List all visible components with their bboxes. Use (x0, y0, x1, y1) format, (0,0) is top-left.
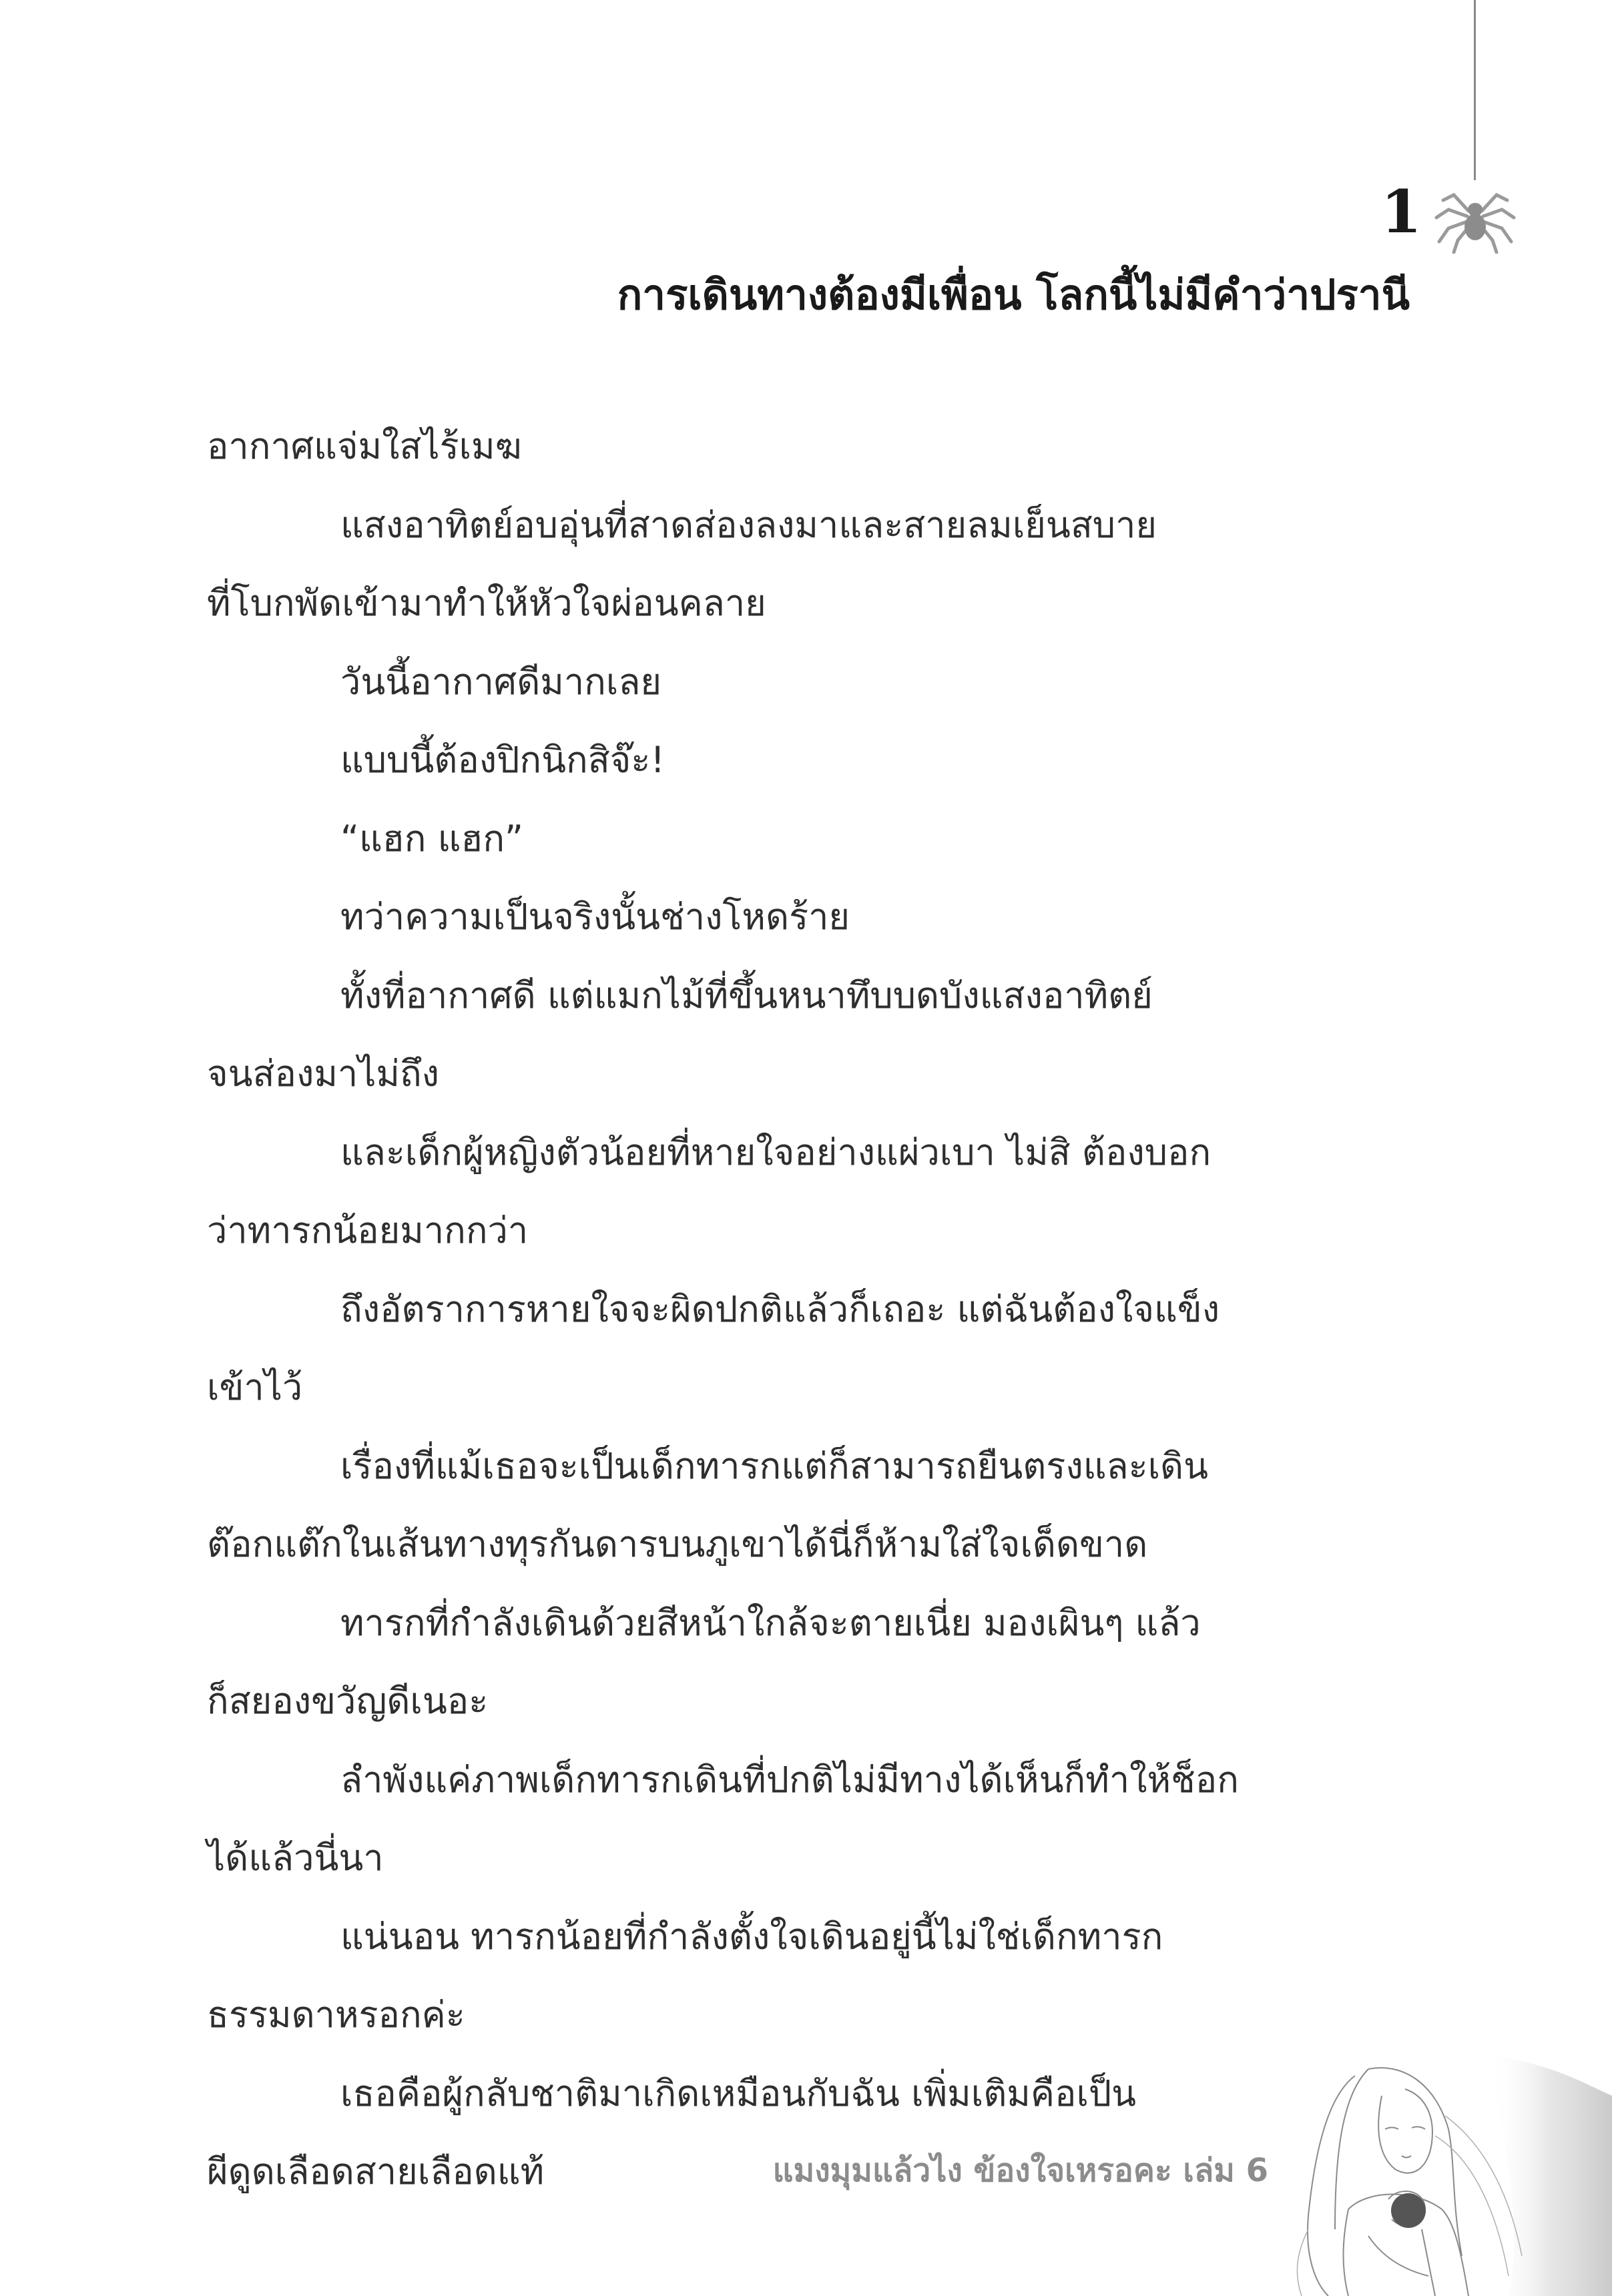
body-line: ที่โบกพัดเข้ามาทำให้หัวใจผ่อนคลาย (207, 582, 766, 624)
body-line: แน่นอน ทารกน้อยที่กำลังตั้งใจเดินอยู่นี้ไม่ใช่เด็กทารก (340, 1915, 1163, 1958)
body-line: “แฮก แฮก” (340, 817, 524, 860)
body-line: แบบนี้ต้องปิกนิกสิจ๊ะ! (340, 739, 665, 781)
body-line: ก็สยองขวัญดีเนอะ (207, 1680, 489, 1722)
chapter-title: การเดินทางต้องมีเพื่อน โลกนี้ไม่มีคำว่าปรานี (617, 270, 1410, 319)
spider-icon (1434, 180, 1517, 254)
body-line: เข้าไว้ (207, 1366, 303, 1408)
body-line: ผีดูดเลือดสายเลือดแท้ (207, 2150, 545, 2193)
body-line: ได้แล้วนี่นา (207, 1837, 384, 1879)
body-line: เธอคือผู้กลับชาติมาเกิดเหมือนกับฉัน เพิ่มเติมคือเป็น (340, 2072, 1137, 2114)
body-line: ลำพังแค่ภาพเด็กทารกเดินที่ปกติไม่มีทางได้เห็นก็ทำให้ช็อก (340, 1758, 1239, 1801)
footer-book-title: แมงมุมแล้วไง ข้องใจเหรอคะ เล่ม 6 (772, 2152, 1268, 2189)
body-line: แสงอาทิตย์อบอุ่นที่สาดส่องลงมาและสายลมเย็นสบาย (340, 503, 1157, 546)
body-line: ทว่าความเป็นจริงนั้นช่างโหดร้าย (340, 896, 850, 938)
body-line: อากาศแจ่มใสไร้เมฆ (207, 425, 522, 467)
body-line: ต๊อกแต๊กในเส้นทางทุรกันดารบนภูเขาได้นี่ก็ห้ามใส่ใจเด็ดขาด (207, 1523, 1148, 1565)
body-line: ทั้งที่อากาศดี แต่แมกไม้ที่ขึ้นหนาทึบบดบังแสงอาทิตย์ (340, 974, 1153, 1017)
body-line: จนส่องมาไม่ถึง (207, 1053, 440, 1095)
body-line: ว่าทารกน้อยมากกว่า (207, 1209, 529, 1251)
body-text (207, 407, 1408, 2211)
chapter-number: 1 (1380, 177, 1422, 246)
body-line: และเด็กผู้หญิงตัวน้อยที่หายใจอย่างแผ่วเบา ไม่สิ ต้องบอก (340, 1131, 1212, 1173)
spider-thread (1474, 0, 1476, 180)
body-line: เรื่องที่แม้เธอจะเป็นเด็กทารกแต่ก็สามารถยืนตรงและเดิน (340, 1444, 1209, 1487)
girl-illustration (1268, 2056, 1612, 2296)
body-line: วันนี้อากาศดีมากเลย (340, 660, 662, 703)
body-line: ถึงอัตราการหายใจจะผิดปกติแล้วก็เถอะ แต่ฉันต้องใจแข็ง (340, 1287, 1220, 1330)
body-line: ทารกที่กำลังเดินด้วยสีหน้าใกล้จะตายเนี่ย มองเผินๆ แล้ว (340, 1601, 1201, 1644)
body-line: ธรรมดาหรอกค่ะ (207, 1994, 465, 2036)
